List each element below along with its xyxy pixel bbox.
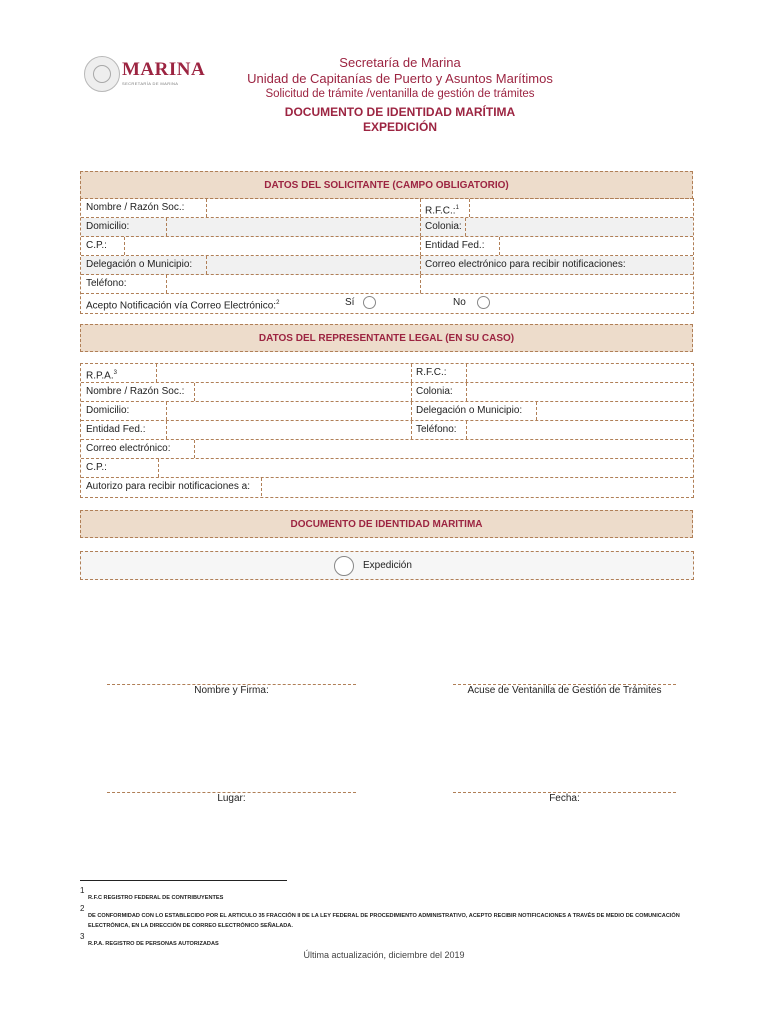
radio-expedicion[interactable]	[334, 556, 354, 576]
input-rep-cp[interactable]	[159, 459, 694, 477]
table-row	[81, 440, 693, 459]
label-rep-telefono: Teléfono:	[416, 424, 457, 435]
footnote-separator	[80, 880, 287, 881]
national-seal-icon	[84, 56, 120, 92]
label-rfc: R.F.C.:$^1$	[425, 205, 459, 217]
label-colonia: Colonia:	[425, 221, 462, 232]
label-nombre: Nombre / Razón Soc.:	[86, 202, 185, 213]
input-cp[interactable]	[125, 237, 420, 255]
document-title: DOCUMENTO DE IDENTIDAD MARÍTIMA	[284, 105, 516, 119]
header-unidad: Unidad de Capitanías de Puerto y Asuntos Marítimos	[247, 71, 553, 86]
input-rep-colonia[interactable]	[467, 383, 694, 401]
document-subtitle: EXPEDICIÓN	[362, 120, 437, 134]
table-row	[81, 199, 693, 218]
label-cp: C.P.:	[86, 240, 107, 251]
logo-subtitle: SECRETARÍA DE MARINA	[122, 81, 179, 86]
input-autorizo[interactable]	[262, 478, 694, 496]
label-rep-domicilio: Domicilio:	[86, 405, 130, 416]
label-no: No	[453, 297, 466, 308]
input-rfc[interactable]	[470, 199, 694, 217]
label-rep-delegacion: Delegación o Municipio:	[416, 405, 523, 416]
expedicion-row	[80, 551, 694, 580]
footnote-1: 1 R.F.C REGISTRO FEDERAL DE CONTRIBUYENTES	[80, 886, 224, 901]
input-nombre[interactable]	[207, 199, 420, 217]
label-rep-rfc: R.F.C.:	[416, 367, 447, 378]
label-delegacion: Delegación o Municipio:	[86, 259, 193, 270]
input-rep-domicilio[interactable]	[167, 402, 411, 420]
label-rep-cp: C.P.:	[86, 462, 107, 473]
footnote-3: 3 R.P.A. REGISTRO DE PERSONAS AUTORIZADAS	[80, 932, 219, 947]
input-delegacion[interactable]	[207, 256, 420, 274]
last-update-footer: Última actualización, diciembre del 2019	[303, 950, 465, 960]
table-row	[81, 459, 693, 478]
input-correo-notificaciones[interactable]	[421, 275, 694, 293]
table-row	[81, 364, 693, 383]
section-header-documento: DOCUMENTO DE IDENTIDAD MARITIMA	[80, 510, 693, 538]
label-acuse: Acuse de Ventanilla de Gestión de Trámites	[467, 685, 662, 696]
input-entidad[interactable]	[500, 237, 694, 255]
input-rep-nombre[interactable]	[195, 383, 411, 401]
table-row	[81, 275, 693, 294]
label-telefono: Teléfono:	[86, 278, 127, 289]
label-autorizo: Autorizo para recibir notificaciones a:	[86, 481, 250, 492]
label-rpa: R.P.A.$^3$	[86, 370, 117, 382]
section-header-representante: DATOS DEL REPRESENTANTE LEGAL (EN SU CASO)	[80, 324, 693, 352]
table-row	[81, 402, 693, 421]
label-rep-correo: Correo electrónico:	[86, 443, 171, 454]
solicitante-table	[80, 198, 694, 314]
table-row	[81, 256, 693, 275]
label-expedicion: Expedición	[363, 560, 412, 571]
label-lugar: Lugar:	[217, 793, 246, 804]
label-correo-notificaciones: Correo electrónico para recibir notificaciones:	[425, 259, 626, 270]
label-nombre-firma: Nombre y Firma:	[194, 685, 269, 696]
input-rep-entidad[interactable]	[167, 421, 411, 439]
input-telefono[interactable]	[167, 275, 420, 293]
label-entidad: Entidad Fed.:	[425, 240, 485, 251]
label-si: Sí	[345, 297, 355, 308]
logo-word: MARINA	[122, 59, 206, 80]
section-header-solicitante: DATOS DEL SOLICITANTE (CAMPO OBLIGATORIO)	[80, 171, 693, 199]
table-row	[81, 237, 693, 256]
input-rep-rfc[interactable]	[467, 364, 694, 382]
table-row	[81, 218, 693, 237]
table-row	[81, 294, 693, 313]
input-rep-correo[interactable]	[195, 440, 694, 458]
label-acepto-notificacion: Acepto Notificación vía Correo Electrónico:$^2$	[86, 300, 280, 312]
radio-no[interactable]	[477, 296, 490, 309]
header-secretaria: Secretaría de Marina	[339, 55, 461, 70]
header-solicitud: Solicitud de trámite /ventanilla de gestión de trámites	[265, 88, 535, 100]
label-rep-nombre: Nombre / Razón Soc.:	[86, 386, 185, 397]
label-rep-entidad: Entidad Fed.:	[86, 424, 146, 435]
radio-si[interactable]	[363, 296, 376, 309]
label-fecha: Fecha:	[549, 793, 580, 804]
table-row	[81, 478, 693, 497]
input-colonia[interactable]	[466, 218, 694, 236]
input-rep-telefono[interactable]	[467, 421, 694, 439]
input-domicilio[interactable]	[167, 218, 420, 236]
label-domicilio: Domicilio:	[86, 221, 130, 232]
label-rep-colonia: Colonia:	[416, 386, 453, 397]
input-rpa[interactable]	[157, 364, 411, 382]
footnote-2: 2 DE CONFORMIDAD CON LO ESTABLECIDO POR EL ARTICULO 35 FRACCIÓN II DE LA LEY FEDERAL DE PROCEDIMIENTO ADMINISTRATIVO, ACEPTO RECIBIR NOTIFICACIONES A TRAVÉS DE MEDIO DE COMUNICACIÓN ELECTRÓNICA, EN LA DIRECCIÓN DE CORREO ELECTRÓNICO SEÑALADA.	[80, 904, 680, 929]
table-row	[81, 383, 693, 402]
representante-table	[80, 363, 694, 498]
table-row	[81, 421, 693, 440]
input-rep-delegacion[interactable]	[537, 402, 694, 420]
